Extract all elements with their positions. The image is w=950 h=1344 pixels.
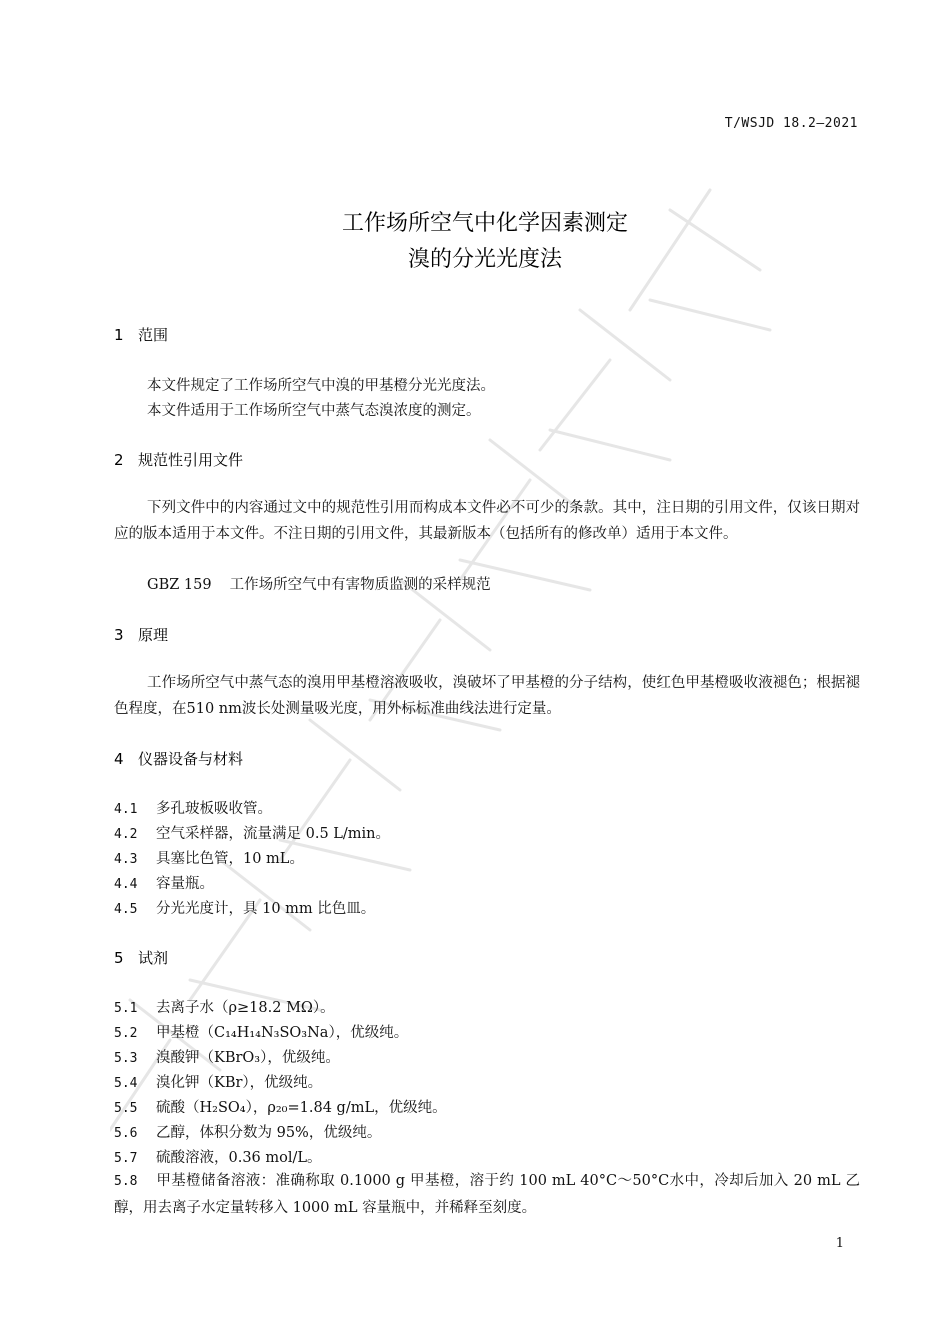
list-item: 4.3 具塞比色管，10 mL。 (114, 851, 304, 867)
section-4-heading (114, 748, 243, 769)
list-item: 5.2 甲基橙（C₁₄H₁₄N₃SO₃Na），优级纯。 (114, 1025, 409, 1041)
list-item: 5.6 乙醇，体积分数为 95%，优级纯。 (114, 1125, 382, 1141)
list-item: 5.4 溴化钾（KBr），优级纯。 (114, 1075, 323, 1091)
section-title: 规范性引用文件 (138, 451, 244, 469)
section-1-para-2: 本文件适用于工作场所空气中蒸气态溴浓度的测定。 (147, 403, 481, 419)
section-title: 试剂 (138, 949, 169, 967)
section-3-para: 工作场所空气中蒸气态的溴用甲基橙溶液吸收，溴破坏了甲基橙的分子结构，使红色甲基橙吸收液褪色；根据褪色程度，在510 nm波长处测量吸光度，用外标标准曲线法进行定量。 (114, 675, 860, 717)
title-line-2: 溴的分光光度法 (407, 247, 562, 272)
list-item: 5.8 甲基橙储备溶液：准确称取 0.1000 g 甲基橙，溶于约 100 mL 40°C～50°C水中，冷却后加入 20 mL 乙醇，用去离子水定量转移入 1000 mL 容量瓶中，并稀释至刻度。 (114, 1173, 860, 1216)
page-number: 1 (835, 1236, 844, 1251)
section-2-para: 下列文件中的内容通过文中的规范性引用而构成本文件必不可少的条款。其中，注日期的引用文件，仅该日期对应的版本适用于本文件。不注日期的引用文件，其最新版本（包括所有的修改单）适用于本文件。 (114, 500, 860, 542)
section-title: 原理 (138, 626, 169, 644)
reference-title: 工作场所空气中有害物质监测的采样规范 (229, 577, 491, 593)
section-title: 仪器设备与材料 (138, 750, 244, 768)
title-line-1: 工作场所空气中化学因素测定 (341, 211, 628, 236)
list-item: 5.7 硫酸溶液，0.36 mol/L。 (114, 1150, 322, 1166)
section-number: 4 (114, 750, 124, 768)
list-item: 4.2 空气采样器，流量满足 0.5 L/min。 (114, 826, 391, 842)
section-number: 1 (114, 326, 124, 344)
list-item: 4.5 分光光度计，具 10 mm 比色皿。 (114, 901, 376, 917)
document-number: T/WSJD 18.2—2021 (724, 116, 858, 131)
section-1-para-1: 本文件规定了工作场所空气中溴的甲基橙分光光度法。 (147, 378, 495, 394)
document-title (0, 206, 950, 278)
section-number: 3 (114, 626, 124, 644)
section-number: 5 (114, 949, 124, 967)
list-item: 4.1 多孔玻板吸收管。 (114, 801, 272, 817)
reference-entry (147, 573, 491, 594)
list-item: 5.3 溴酸钾（KBrO₃），优级纯。 (114, 1050, 340, 1066)
list-item: 5.5 硫酸（H₂SO₄），ρ₂₀=1.84 g/mL，优级纯。 (114, 1100, 447, 1116)
reference-code: GBZ 159 (147, 577, 212, 593)
section-3-heading (114, 624, 168, 645)
list-item: 5.1 去离子水（ρ≥18.2 MΩ）。 (114, 1000, 335, 1016)
section-1-heading (114, 324, 168, 345)
list-item: 4.4 容量瓶。 (114, 876, 214, 892)
section-5-heading (114, 947, 168, 968)
section-2-heading (114, 449, 243, 470)
section-title: 范围 (138, 326, 169, 344)
section-number: 2 (114, 451, 124, 469)
